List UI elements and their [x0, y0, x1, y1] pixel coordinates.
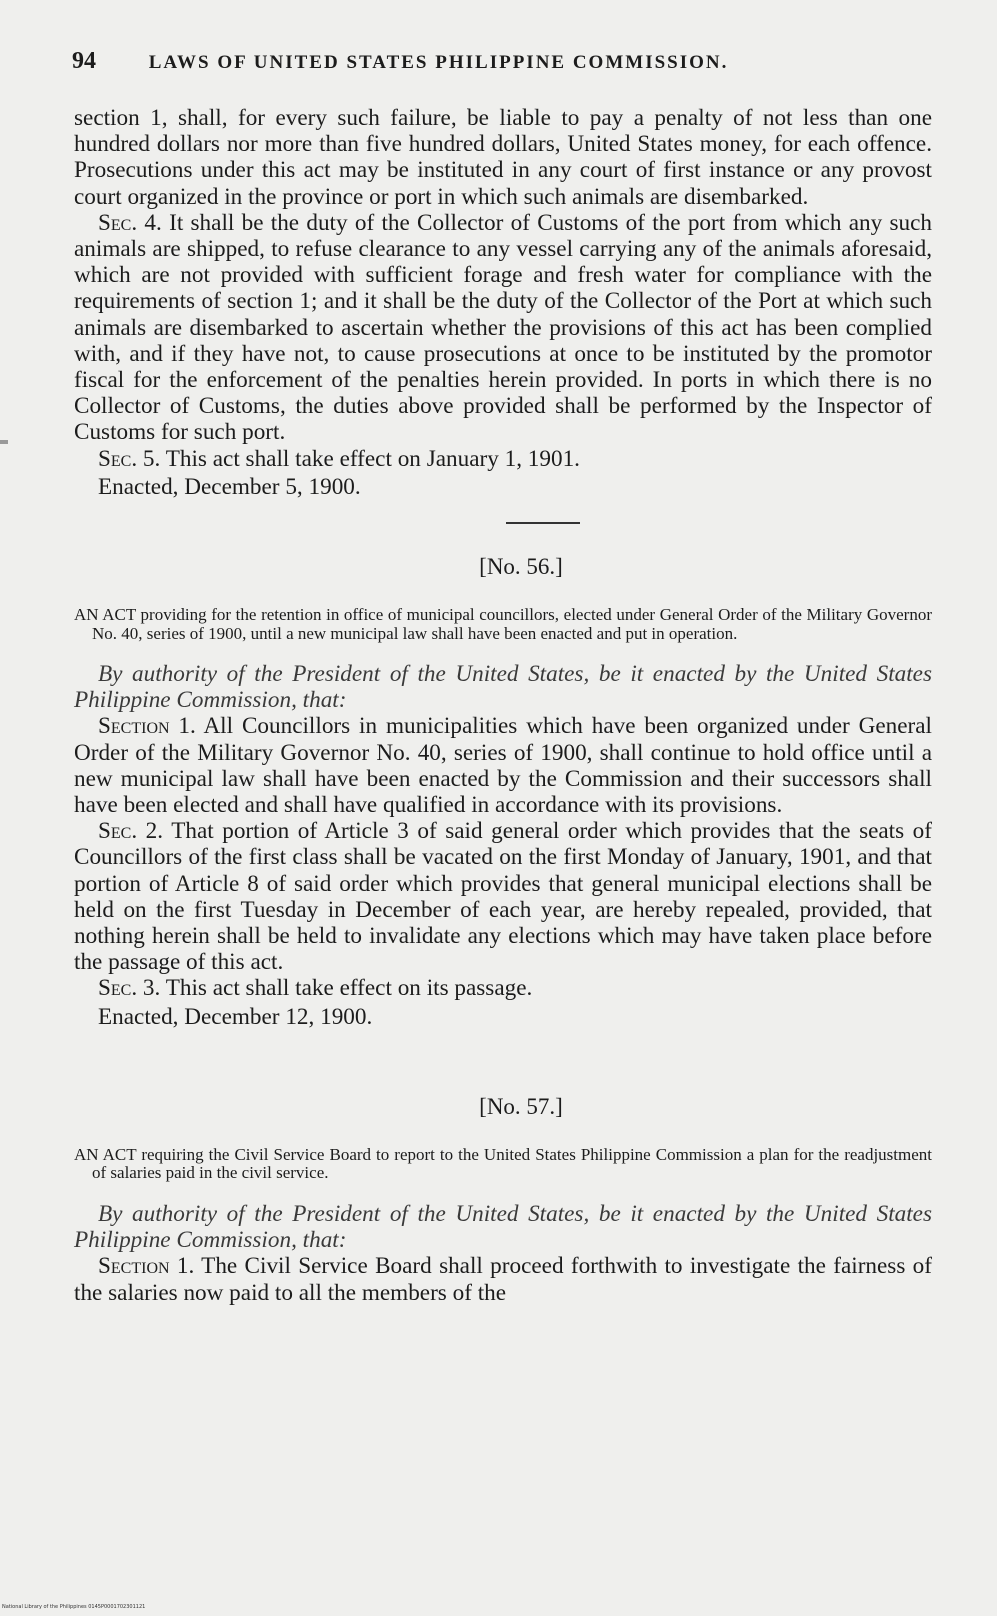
- section-label: Sec. 4.: [98, 209, 162, 236]
- divider-rule: [506, 522, 580, 524]
- act55-section-5: [74, 446, 932, 472]
- page-number: 94: [72, 48, 96, 74]
- section-label: Section 1.: [98, 1253, 195, 1280]
- section-text: All Councillors in municipalities which have been organized under General Order of the Military Governor No. 40, series of 1900, shall continue to hold office until a new municipal law shall have been enacted by the Commission and their successors shall have been elected and shall have qualified in accordance with its provisions.: [74, 713, 932, 819]
- running-title: LAWS OF UNITED STATES PHILIPPINE COMMISSION.: [148, 52, 729, 73]
- act55-continuation: section 1, shall, for every such failure, be liable to pay a penalty of not less than one hundred dollars nor more than five hundred dollars, United States money, for each offence. Prosecutions under this act may be instituted in any court of first instance or any provost court organized in the province or port in which such animals are disembarked.: [74, 105, 932, 210]
- section-text: That portion of Article 3 of said general order which provides that the seats of Councillors of the first class shall be vacated on the first Monday of January, 1901, and that portion of Article 8 of said order which provides that general municipal elections shall be held on the first Tuesday in December of each year, are hereby repealed, provided, that nothing herein shall be held to invalidate any elections which may have taken place before the passage of this act.: [74, 818, 932, 976]
- section-label: Sec. 5.: [98, 445, 161, 472]
- act57-number: [No. 57.]: [479, 1093, 563, 1119]
- act55-section-4: [74, 210, 932, 446]
- section-text: It shall be the duty of the Collector of Customs of the port from which any such animals are shipped, to refuse clearance to any vessel carrying any of the animals aforesaid, which are not provided with sufficient forage and fresh water for compliance with the requirements of section 1; and it shall be the duty of the Collector of the Port at which such animals are disembarked to ascertain whether the provisions of this act has been complied with, and if they have not, to cause prosecutions at once to be instituted by the promotor fiscal for the enforcement of the penalties herein provided. In ports in which there is no Collector of Customs, the duties above provided shall be performed by the Inspector of Customs for such port.: [74, 209, 933, 446]
- act56-title: AN ACT providing for the retention in office of municipal councillors, elected under General Order of the Military Governor No. 40, series of 1900, until a new municipal law shall have been enacted and put in operation.: [74, 605, 932, 643]
- act55-enacted-date: Enacted, December 5, 1900.: [98, 473, 361, 500]
- page-body: [74, 105, 932, 1306]
- act56-section-1: [74, 713, 932, 818]
- act57-section-1: [74, 1253, 932, 1305]
- act56-section-3: [74, 975, 932, 1001]
- section-text: This act shall take effect on January 1, 1901.: [165, 445, 580, 472]
- scan-footer: National Library of the Philippines 0145P0001702301121: [2, 1604, 146, 1610]
- act57-enacting-clause: By authority of the President of the United States, be it enacted by the United States Philippine Commission, that:: [74, 1200, 932, 1254]
- section-label: Sec. 2.: [98, 818, 164, 845]
- page-header: [72, 48, 932, 75]
- act56-number: [No. 56.]: [479, 554, 563, 580]
- act57-title: AN ACT requiring the Civil Service Board to report to the United States Philippine Commission a plan for the readjustment of salaries paid in the civil service.: [74, 1144, 932, 1183]
- section-label: Sec. 3.: [98, 975, 161, 1002]
- section-text: The Civil Service Board shall proceed forthwith to investigate the fairness of the salaries now paid to all the members of the: [74, 1253, 932, 1306]
- section-text: This act shall take effect on its passage.: [165, 975, 533, 1002]
- scan-margin-mark: [0, 440, 8, 444]
- section-label: Section 1.: [98, 713, 196, 740]
- act56-enacting-clause: By authority of the President of the United States, be it enacted by the United States Philippine Commission, that:: [74, 661, 932, 714]
- act56-enacted-date: Enacted, December 12, 1900.: [98, 1003, 373, 1030]
- act56-section-2: [74, 818, 932, 975]
